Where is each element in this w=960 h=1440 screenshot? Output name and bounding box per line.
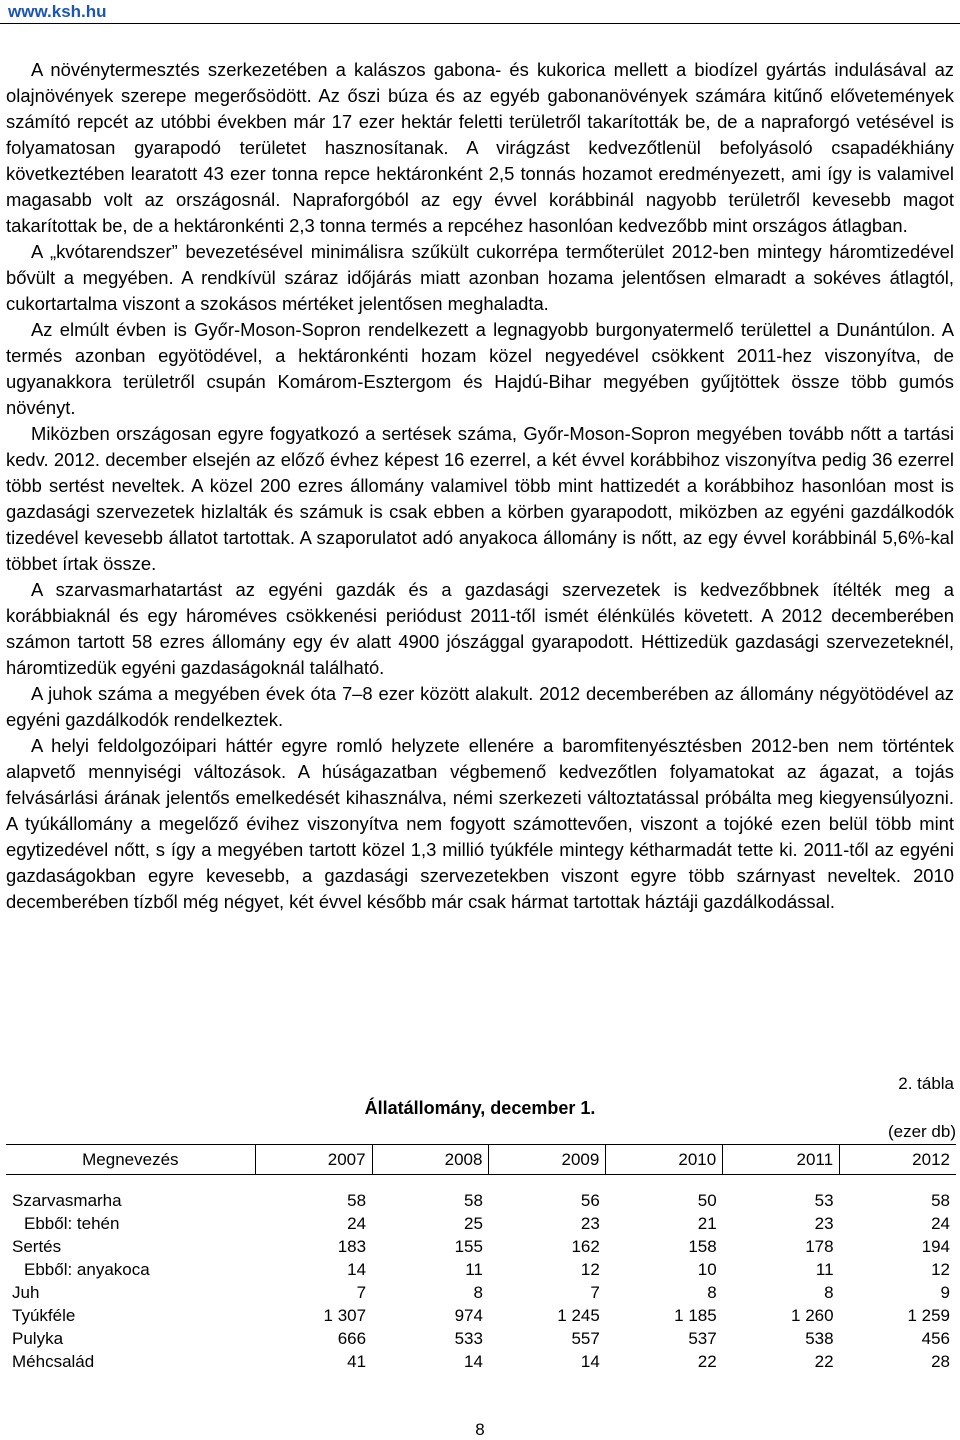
site-link[interactable]: www.ksh.hu — [8, 2, 107, 21]
table-cell: 12 — [931, 1259, 950, 1279]
table-cell: 58 — [464, 1190, 483, 1210]
table-row — [6, 1235, 956, 1258]
table-cell: 21 — [697, 1213, 717, 1233]
table-cell: 1 185 — [674, 1305, 717, 1325]
column-header: 2012 — [840, 1145, 956, 1175]
column-header: 2011 — [723, 1145, 840, 1175]
table-cell: 28 — [931, 1351, 950, 1371]
paragraph-sheep: A juhok száma a megyében évek óta 7–8 ezer között alakult. 2012 decemberében az állomány négyötödével az egyéni gazdálkodók rendelkeztek. — [6, 683, 954, 730]
paragraph-pigs: Miközben országosan egyre fogyatkozó a sertések száma, Győr-Moson-Sopron megyében tovább nőtt a tartási kedv. 2012. december elsején az előző évhez képest 16 ezerrel, a két évvel korábbihoz viszonyítva pedig 36 ezerrel több sertést neveltek. A közel 200 ezres állomány valamivel több mint hattizedét a korábbihoz hasonlóan most is gazdasági szervezetek hizlalták és számuk is csak ebben a körben gyarapodott, miközben az egyéni gazdálkodók tizedével kevesebb állatot tartottak. A szaporulatot adó anyakoca állomány is nőtt, az egy évvel korábbinál 5,6%-kal többet írtak össze. — [6, 423, 954, 574]
table-cell: 58 — [931, 1190, 950, 1210]
table-row — [6, 1258, 956, 1281]
paragraph-oilseeds: A növénytermesztés szerkezetében a kalászos gabona- és kukorica mellett a biodízel gyártás indulásával az olajnövények szerepe megerősödött. Az őszi búza és az egyéb gabonanövények számára kitűnő elővetemények számító repcét az utóbbi években már 17 ezer hektár feletti területről takarították be, de a napraforgó vetésével is folyamatosan gyarapodó területet hasznosítanak. A virágzást kedvezőtlenül befolyásoló csapadékhiány következtében learatott 43 ezer tonna repce hektáronként 2,5 tonnás hozamot eredményezett, ami így is valamivel magasabb volt az országosnál. Napraforgóból az egy évvel korábbinál nagyobb területről kevesebb magot takarítottak be, de a hektáronkénti 2,3 tonna termés a repcéhez hasonlóan kedvezőbb mint országos átlagban. — [6, 59, 954, 236]
table-cell: 14 — [347, 1259, 367, 1279]
table-unit: (ezer db) — [887, 1122, 956, 1141]
table-cell: 58 — [347, 1190, 367, 1210]
article-body — [6, 57, 954, 915]
table-cell: 7 — [356, 1282, 367, 1302]
table-cell: 1 259 — [907, 1305, 950, 1325]
table-cell: 11 — [815, 1259, 834, 1279]
table-cell: 12 — [580, 1259, 600, 1279]
table-cell: 155 — [454, 1236, 483, 1256]
column-header: 2009 — [489, 1145, 606, 1175]
paragraph-sugar-beet: A „kvótarendszer” bevezetésével minimálisra szűkült cukorrépa termőterület 2012-ben mintegy háromtizedével bővült a megyében. A rendkívül száraz időjárás miatt azonban hozama jelentősen elmaradt a sokéves átlagtól, cukortartalma viszont a szokásos mértéket jelentősen meghaladta. — [6, 241, 954, 314]
table-cell: 456 — [921, 1328, 950, 1348]
table-cell: 25 — [464, 1213, 483, 1233]
table-cell: 533 — [454, 1328, 483, 1348]
table-cell: 8 — [824, 1282, 834, 1302]
table-row — [6, 1212, 956, 1235]
livestock-table — [6, 1144, 956, 1373]
table-cell: 158 — [688, 1236, 717, 1256]
header-rule — [0, 23, 960, 24]
table-cell: 56 — [580, 1190, 600, 1210]
table-cell: 1 245 — [557, 1305, 600, 1325]
table-cell: 53 — [814, 1190, 834, 1210]
row-label: Pulyka — [12, 1328, 64, 1348]
table-cell: 974 — [454, 1305, 483, 1325]
paragraph-potato: Az elmúlt évben is Győr-Moson-Sopron rendelkezett a legnagyobb burgonyatermelő területtel a Dunántúlon. A termés azonban egyötödével, a hektáronkénti hozam közel negyedével csökkent 2011-hez viszonyítva, de ugyanakkora területről csupán Komárom-Esztergom és Hajdú-Bihar megyében gyűjtöttek össze több gumós növényt. — [6, 319, 954, 418]
table-row — [6, 1281, 956, 1304]
column-header: 2007 — [255, 1145, 372, 1175]
table-cell: 537 — [688, 1328, 717, 1348]
row-label: Juh — [12, 1282, 40, 1302]
row-label: Ebből: tehén — [24, 1213, 120, 1233]
paragraph-poultry: A helyi feldolgozóipari háttér egyre romló helyzete ellenére a baromfitenyésztésben 2012-ben nem történtek alapvető mennyiségi változások. A húságazatban végbemenő kedvezőtlen folyamatokat az ágazat, a tojás felvásárlási árának jelentős emelkedését kihasználva, némi szerkezeti változtatással próbálta meg kiegyensúlyozni. A tyúkállomány a megelőző évihez viszonyítva nem fogyott számottevően, viszont a tojóké ezen belül több mint egytizedével nőtt, s így a megyében tartott közel 1,3 millió tyúkféle mintegy kétharmadát tette ki. 2011-től az egyéni gazdaságokban egyre kevesebb, a gazdasági szervezetekben viszont egyre több szárnyast neveltek. 2010 decemberében tízből még négyet, két évvel később már csak hármat tartottak háztáji gazdálkodással. — [6, 735, 954, 912]
table-number: 2. tábla — [898, 1074, 954, 1093]
table-cell: 7 — [590, 1282, 600, 1302]
table-cell: 22 — [697, 1351, 717, 1371]
row-label: Sertés — [12, 1236, 62, 1256]
table-cell: 162 — [571, 1236, 600, 1256]
table-cell: 14 — [580, 1351, 600, 1371]
table-cell: 9 — [940, 1282, 950, 1302]
table-cell: 11 — [465, 1259, 483, 1279]
column-header: 2008 — [372, 1145, 489, 1175]
table-row — [6, 1175, 956, 1213]
table-cell: 8 — [707, 1282, 717, 1302]
table-cell: 24 — [347, 1213, 367, 1233]
table-cell: 23 — [814, 1213, 834, 1233]
table-cell: 183 — [337, 1236, 367, 1256]
table-cell: 41 — [347, 1351, 367, 1371]
table-cell: 22 — [814, 1351, 834, 1371]
table-cell: 10 — [697, 1259, 717, 1279]
row-label: Ebből: anyakoca — [24, 1259, 150, 1279]
column-header: 2010 — [606, 1145, 723, 1175]
table-cell: 538 — [805, 1328, 834, 1348]
table-cell: 23 — [580, 1213, 600, 1233]
table-cell: 178 — [805, 1236, 834, 1256]
table-row — [6, 1304, 956, 1327]
page-number: 8 — [475, 1420, 485, 1439]
paragraph-cattle: A szarvasmarhatartást az egyéni gazdák és a gazdasági szervezetek is kedvezőbbnek ítélték meg a korábbiaknál és egy hároméves csökkenési periódust 2011-től ismét élénkülés követett. A 2012 decemberében számon tartott 58 ezres állomány egy év alatt 4900 jószággal gyarapodott. Héttizedük gazdasági szervezeteknél, háromtizedük egyéni gazdaságoknál található. — [6, 579, 954, 678]
table-cell: 1 307 — [323, 1305, 367, 1325]
table-cell: 8 — [473, 1282, 483, 1302]
column-header: Megnevezés — [82, 1149, 179, 1169]
table-cell: 557 — [571, 1328, 600, 1348]
row-label: Szarvasmarha — [12, 1190, 122, 1210]
table-title: Állatállomány, december 1. — [364, 1098, 596, 1118]
table-body — [6, 1175, 956, 1374]
table-cell: 50 — [697, 1190, 717, 1210]
table-cell: 24 — [931, 1213, 950, 1233]
table-cell: 194 — [921, 1236, 950, 1256]
table-cell: 1 260 — [791, 1305, 834, 1325]
table-header-row — [6, 1145, 956, 1175]
table-row — [6, 1327, 956, 1350]
row-label: Tyúkféle — [12, 1305, 76, 1325]
table-cell: 666 — [337, 1328, 367, 1348]
row-label: Méhcsalád — [12, 1351, 95, 1371]
table-cell: 14 — [464, 1351, 483, 1371]
table-row — [6, 1350, 956, 1373]
